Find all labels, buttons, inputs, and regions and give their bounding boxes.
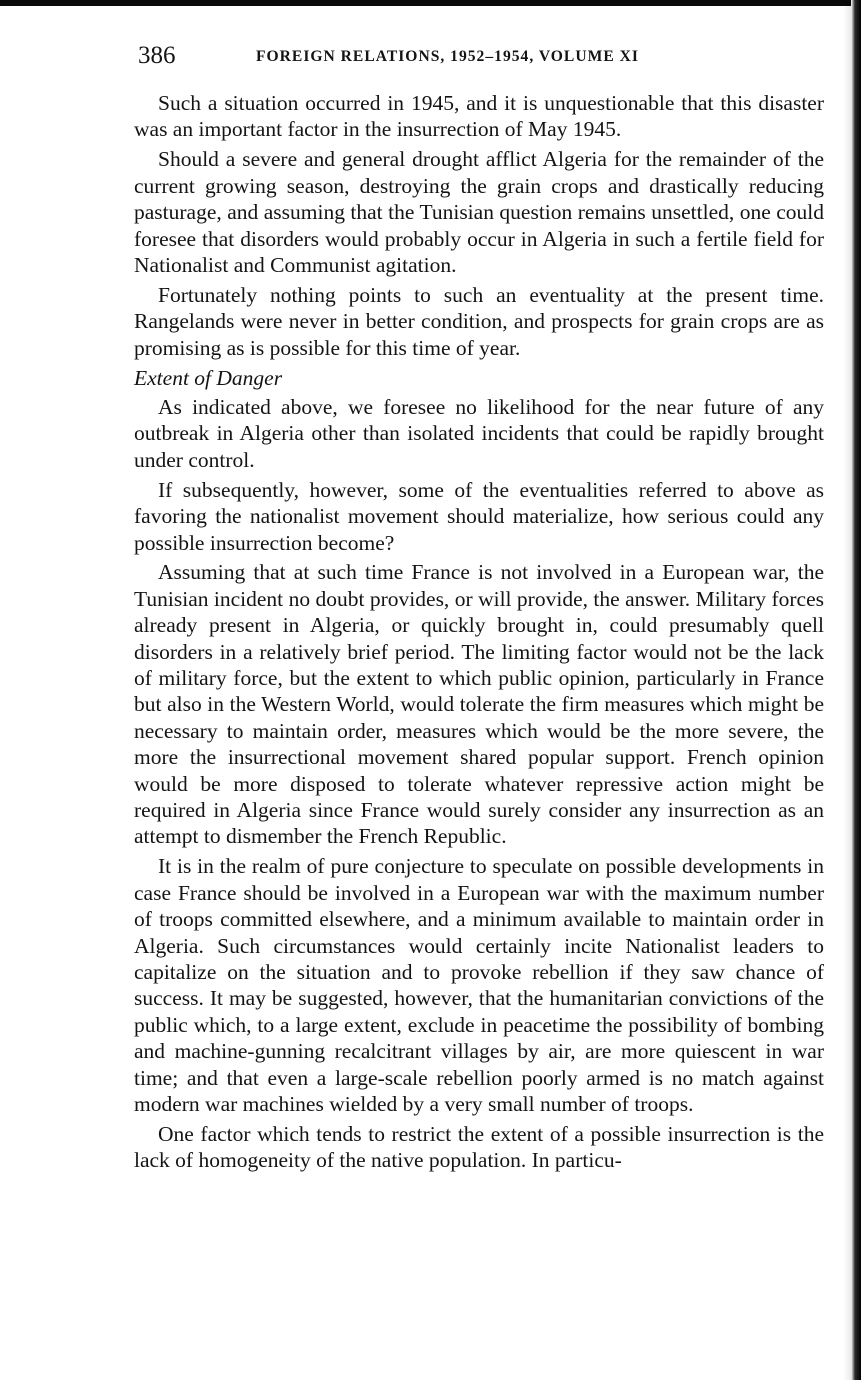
page-number: 386 xyxy=(138,42,176,69)
scan-top-border xyxy=(0,0,861,6)
paragraph: It is in the realm of pure conjecture to speculate on possible developments in case France should be involved in a European war with the maximum number of troops committed elsewhere, and a minimum available to maintain order in Algeria. Such circumstances would certainly incite Nationalist leaders to capitalize on the situation and to provoke rebellion if they saw chance of success. It may be suggested, however, that the humanitarian convictions of the public which, to a large extent, exclude in peacetime the possibility of bombing and machine-gunning recalcitrant villages by air, are more quiescent in war time; and that even a large-scale rebellion poorly armed is no match against modern war machines wielded by a very small number of troops. xyxy=(134,854,824,1117)
scan-edge-shadow xyxy=(843,0,851,1380)
paragraph: If subsequently, however, some of the eventualities referred to above as favoring the nationalist movement should materialize, how serious could any possible insurrection become? xyxy=(134,477,824,555)
document-body xyxy=(134,90,824,1177)
paragraph: Fortunately nothing points to such an eventuality at the present time. Rangelands were never in better condition, and prospects for grain crops are as promising as is possible for this time of year. xyxy=(134,282,824,360)
paragraph: One factor which tends to restrict the extent of a possible insurrection is the lack of homogeneity of the native population. In particu- xyxy=(134,1121,824,1173)
paragraph: Such a situation occurred in 1945, and it is unquestionable that this disaster was an important factor in the insurrection of May 1945. xyxy=(134,91,824,142)
paragraph: Should a severe and general drought afflict Algeria for the remainder of the current growing season, destroying the grain crops and drastically reducing pasturage, and assuming that the Tunisian question remains unsettled, one could foresee that disorders would probably occur in Algeria in such a fertile field for Nationalist and Communist agitation. xyxy=(134,147,824,277)
paragraph: As indicated above, we foresee no likelihood for the near future of any outbreak in Algeria other than isolated incidents that could be rapidly brought under control. xyxy=(134,394,824,472)
scan-right-edge xyxy=(851,0,861,1380)
section-heading: Extent of Danger xyxy=(134,365,283,390)
running-head: FOREIGN RELATIONS, 1952–1954, VOLUME XI xyxy=(256,48,639,65)
paragraph: Assuming that at such time France is not involved in a European war, the Tunisian incident no doubt provides, or will provide, the answer. Military forces already present in Algeria, or quickly brought in, could presumably quell disorders in a relatively brief period. The limiting factor would not be the lack of military force, but the extent to which public opinion, particularly in France but also in the Western World, would tolerate the firm measures which might be necessary to maintain order, measures which would be the more severe, the more the insurrectional movement shared popular support. French opinion would be more disposed to tolerate whatever repressive action might be required in Algeria since France would surely consider any insurrection as an attempt to dismember the French Republic. xyxy=(134,560,824,849)
page-header xyxy=(138,40,818,80)
